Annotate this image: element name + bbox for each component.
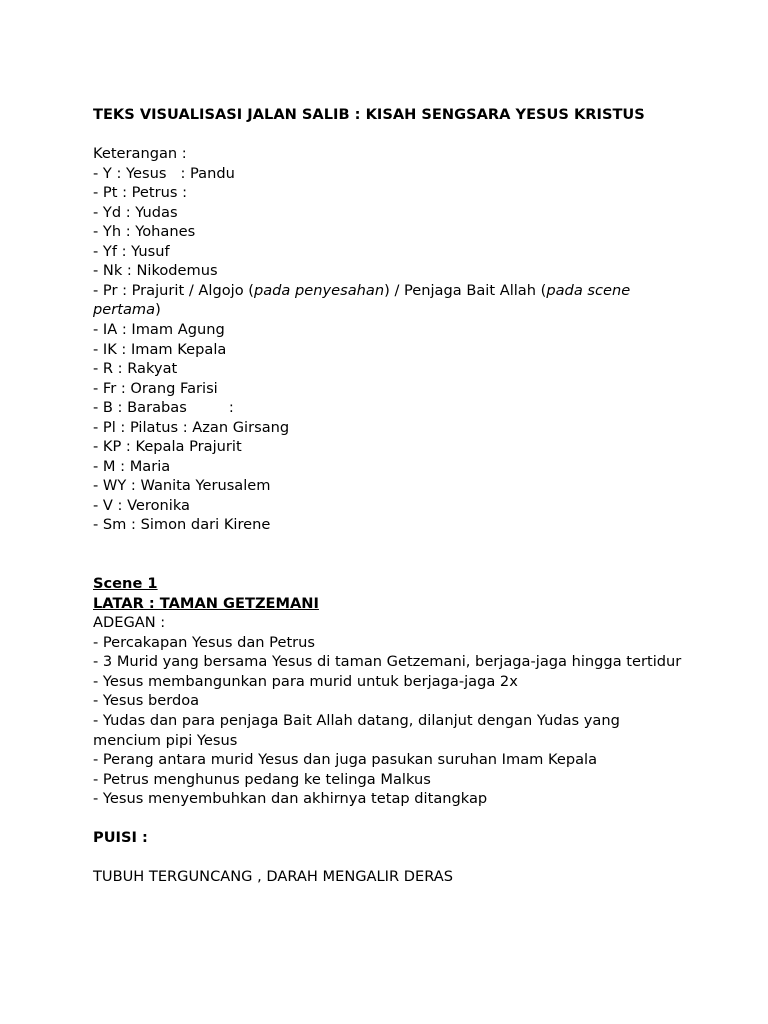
scene-item: - Yesus membangunkan para murid untuk berjaga-jaga 2x [93, 672, 518, 690]
spacer [93, 125, 683, 145]
role-line: - Pl : Pilatus : Azan Girsang [93, 418, 290, 436]
role-line [93, 164, 683, 184]
role-line: - Pt : Petrus : [93, 184, 188, 202]
role-line: - Yh : Yohanes [93, 223, 196, 241]
role-line: - Yd : Yudas [93, 203, 178, 221]
legend-heading: Keterangan : [93, 145, 187, 163]
role-text: ) [155, 301, 161, 319]
role-text: - Pr : Prajurit / Algojo ( [93, 281, 254, 299]
document-title: TEKS VISUALISASI JALAN SALIB : KISAH SENGSARA YESUS KRISTUS [93, 106, 645, 123]
role-line: - R : Rakyat [93, 360, 178, 378]
document-page [93, 105, 683, 887]
scene-item: - Yesus menyembuhkan dan akhirnya tetap ditangkap [93, 790, 488, 808]
scene-label: Scene 1 [93, 575, 158, 593]
role-line [93, 281, 683, 320]
role-line: - IA : Imam Agung [93, 321, 225, 339]
role-line: - M : Maria [93, 457, 171, 475]
role-label: - Y : Yesus [93, 164, 167, 182]
poem-heading: PUISI : [93, 829, 148, 847]
role-line: - WY : Wanita Yerusalem [93, 477, 271, 495]
scene-item: - Percakapan Yesus dan Petrus [93, 633, 316, 651]
role-line: - Yf : Yusuf [93, 242, 170, 260]
spacer [93, 809, 683, 829]
role-actor: : [228, 399, 234, 417]
spacer [93, 535, 683, 574]
role-note: pada scene pertama [93, 281, 635, 319]
role-line: - KP : Kepala Prajurit [93, 438, 242, 456]
role-text: ) / Penjaga Bait Allah ( [384, 281, 547, 299]
role-line: - IK : Imam Kepala [93, 340, 227, 358]
scene-item: - Yudas dan para penjaga Bait Allah datang, dilanjut dengan Yudas yang mencium pipi Yesus [93, 711, 625, 749]
scene-setting: LATAR : TAMAN GETZEMANI [93, 594, 319, 612]
role-line [93, 398, 683, 418]
role-line: - Fr : Orang Farisi [93, 379, 218, 397]
role-note: pada penyesahan [253, 281, 385, 299]
role-line: - Sm : Simon dari Kirene [93, 516, 271, 534]
adegan-heading: ADEGAN : [93, 614, 166, 632]
scene-item: - 3 Murid yang bersama Yesus di taman Getzemani, berjaga-jaga hingga tertidur [93, 653, 682, 671]
poem-line: TUBUH TERGUNCANG , DARAH MENGALIR DERAS [93, 868, 453, 886]
role-label: - B : Barabas [93, 399, 187, 417]
scene-item: - Perang antara murid Yesus dan juga pasukan suruhan Imam Kepala [93, 751, 598, 769]
role-line: - Nk : Nikodemus [93, 262, 218, 280]
scene-item: - Yesus berdoa [93, 692, 200, 710]
scene-item: - Petrus menghunus pedang ke telinga Malkus [93, 770, 431, 788]
role-line: - V : Veronika [93, 496, 190, 514]
role-actor: : Pandu [180, 164, 235, 182]
spacer [93, 848, 683, 868]
